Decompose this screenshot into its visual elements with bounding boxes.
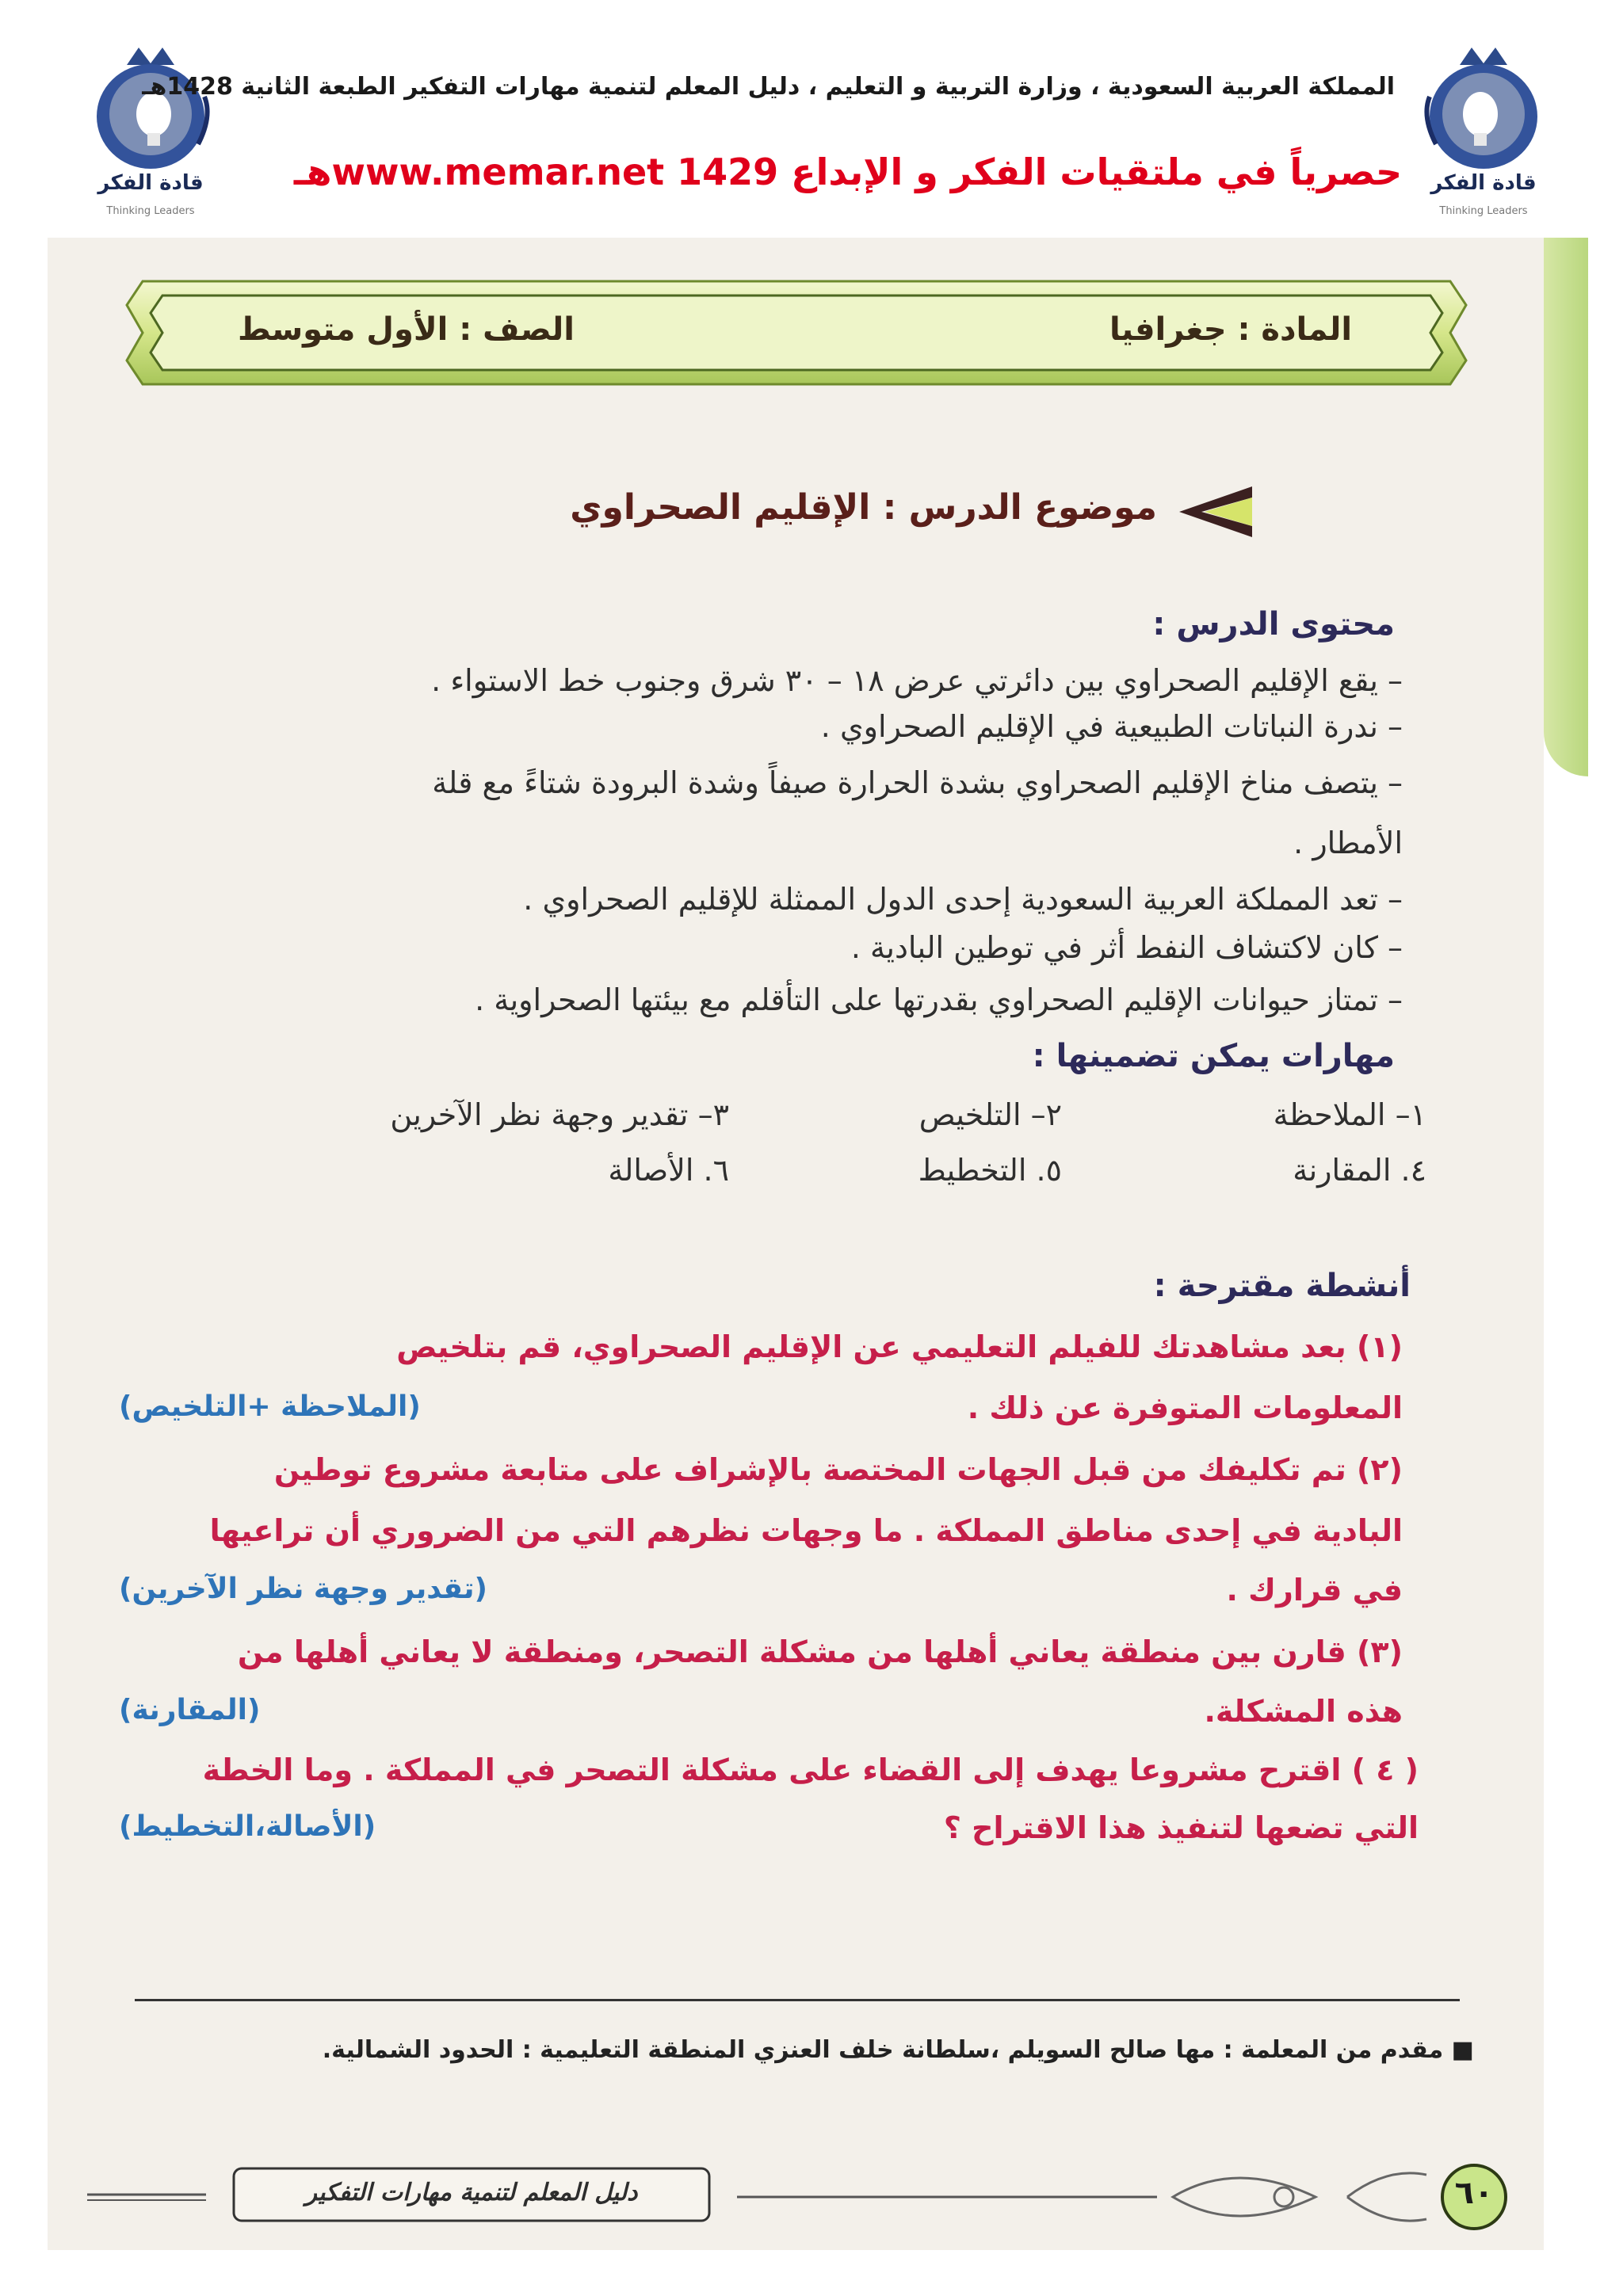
activity-3-skill-tag: (المقارنة) [119,1694,261,1726]
content-heading: محتوى الدرس : [1152,606,1395,643]
footer-divider [135,1999,1460,2001]
footer-book-label: دليل المعلم لتنمية مهارات التفكير [305,2179,638,2206]
content-line: – تعد المملكة العربية السعودية إحدى الدول الممثلة للإقليم الصحراوي . [523,882,1403,917]
activity-1-line: المعلومات المتوفرة عن ذلك . [967,1390,1403,1425]
skill-item: ٦. الأصالة [608,1153,729,1188]
header-title: المملكة العربية السعودية ، وزارة التربية و التعليم ، دليل المعلم لتنمية مهارات التفكير الطبعة الثانية 1428هـ [142,73,1395,101]
activity-1-skill-tag: (الملاحظة +التلخيص) [119,1390,421,1423]
content-line: – كان لاكتشاف النفط أثر في توطين البادية . [850,930,1403,965]
header-exclusive-note: حصرياً في ملتقيات الفكر و الإبداع www.memar.net 1429هـ [293,151,1403,193]
activity-1-line: (١) بعد مشاهدتك للفيلم التعليمي عن الإقليم الصحراوي، قم بتلخيص [396,1329,1403,1364]
content-line: الأمطار . [1293,826,1403,860]
teacher-credit: ■ مقدم من المعلمة : مها صالح السويلم ،سلطانة خلف العنزي المنطقة التعليمية : الحدود الشمالية. [322,2036,1474,2064]
skill-item: ٢– التلخيص [918,1097,1062,1132]
activity-4-skill-tag: (الأصالة،التخطيط) [119,1810,376,1843]
logo-left [79,41,222,217]
skills-heading: مهارات يمكن تضمينها : [1032,1038,1395,1074]
logo-subcaption: Thinking Leaders [106,205,195,217]
logo-subcaption: Thinking Leaders [1439,205,1528,217]
lightbulb-head-logo-icon [79,41,222,176]
page-number: ٦٠ [1454,2175,1494,2211]
activity-4-line: التي تضعها لتنفيذ هذا الاقتراح ؟ [943,1810,1419,1845]
lesson-title: موضوع الدرس : الإقليم الصحراوي [570,487,1157,528]
activity-2-line: البادية في إحدى مناطق المملكة . ما وجهات نظرهم التي من الضروري أن تراعيها [209,1513,1403,1548]
subject-label: المادة : جغرافيا [1109,311,1353,348]
chevron-left-icon [1173,483,1260,540]
content-line: – يتصف مناخ الإقليم الصحراوي بشدة الحرارة صيفاً وشدة البرودة شتاءً مع قلة [432,765,1403,800]
side-tab [1544,238,1588,776]
content-line: – تمتاز حيوانات الإقليم الصحراوي بقدرتها على التأقلم مع بيئتها الصحراوية . [475,982,1403,1017]
lightbulb-head-logo-icon [1412,41,1555,176]
content-line: – يقع الإقليم الصحراوي بين دائرتي عرض ١٨ – ٣٠ شرق وجنوب خط الاستواء . [431,663,1403,698]
grade-label: الصف : الأول متوسط [238,311,575,348]
content-line: – ندرة النباتات الطبيعية في الإقليم الصحراوي . [820,709,1403,744]
logo-caption: قادة الفكر [97,171,204,195]
skill-item: ٣– تقدير وجهة نظر الآخرين [390,1097,729,1132]
logo-right [1412,41,1555,217]
activity-3-line: هذه المشكلة. [1204,1694,1403,1729]
activity-3-line: (٣) قارن بين منطقة يعاني أهلها من مشكلة التصحر، ومنطقة لا يعاني أهلها من [237,1634,1403,1669]
logo-caption: قادة الفكر [1430,171,1537,195]
activity-4-line: ( ٤ ) اقترح مشروعا يهدف إلى القضاء على مشكلة التصحر في المملكة . وما الخطة [202,1753,1419,1787]
activities-heading: أنشطة مقترحة : [1153,1268,1411,1304]
skill-item: ١– الملاحظة [1273,1097,1426,1132]
scanned-page [48,238,1544,2250]
activity-2-skill-tag: (تقدير وجهة نظر الآخرين) [119,1573,487,1605]
activity-2-line: في قرارك . [1226,1573,1403,1608]
skill-item: ٤. المقارنة [1293,1153,1426,1188]
skill-item: ٥. التخطيط [918,1153,1062,1188]
activity-2-line: (٢) تم تكليفك من قبل الجهات المختصة بالإشراف على متابعة مشروع توطين [273,1452,1403,1487]
